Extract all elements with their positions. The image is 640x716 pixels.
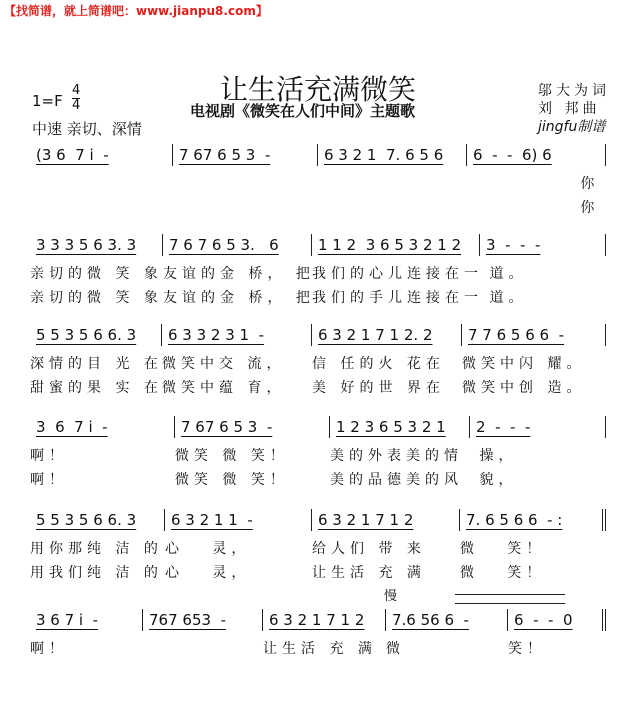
lyric-segment: 微笑中闪 耀。 xyxy=(462,356,586,372)
measure: 3 6 7 i - xyxy=(30,609,143,631)
lyric-line-2 xyxy=(30,196,606,220)
lyric-segment xyxy=(318,172,467,196)
measure: 6 3 3 2 3 1 - xyxy=(162,324,312,346)
notes-row xyxy=(30,509,606,531)
lyric-segment: 道。 xyxy=(480,266,528,282)
lyric-segment xyxy=(173,172,318,196)
system-6 xyxy=(30,609,606,661)
lyric-segment: 微笑 微 笑！ xyxy=(175,472,289,488)
measure: 6 - - 0 xyxy=(508,609,606,631)
measure: 7 67 6 5 3 - xyxy=(173,144,318,166)
lyric-line-1 xyxy=(30,172,606,196)
measure: 5 5 3 5 6 6. 3 xyxy=(30,324,162,346)
expression-slow: 慢 xyxy=(384,589,398,604)
measure: 6 3 2 1 7 1 2 xyxy=(263,609,386,631)
lyric-segment: 操， xyxy=(470,448,518,464)
measure: 3 3 3 5 6 3. 3 xyxy=(30,234,163,256)
lyric-segment: 心 灵， xyxy=(165,565,251,581)
measure: 1 1 2 3 6 5 3 2 1 2 xyxy=(312,234,480,256)
lyric-segment: 深情的目 光 在 xyxy=(30,356,163,372)
measure: 3 6 7 i - xyxy=(30,416,175,438)
measure: 6 3 2 1 7 1 2. 2 xyxy=(312,324,462,346)
lyric-segment: 微笑中交 流， xyxy=(162,356,286,372)
measure: 5 5 3 5 6 6. 3 xyxy=(30,509,165,531)
measure: 3 - - - xyxy=(480,234,606,256)
time-signature xyxy=(72,84,80,113)
lyric-segment: 微笑 微 笑！ xyxy=(175,448,289,464)
lyric-segment: 信 任的火 花在 xyxy=(312,356,445,372)
lyric-segment: 心 灵， xyxy=(165,541,251,557)
measure: 7.6 56 6 - xyxy=(386,609,508,631)
lyric-segment xyxy=(143,637,263,661)
lyric-segment: 你 xyxy=(467,176,600,192)
lyric-segment: 啊！ xyxy=(30,641,68,657)
lyric-segment: 微 笑！ xyxy=(460,541,546,557)
lyric-segment: 啊！ xyxy=(30,448,68,464)
lyric-line-2 xyxy=(30,468,606,492)
system-4 xyxy=(30,416,606,492)
lyric-segment: 美 好的世 界在 xyxy=(312,380,445,396)
lyric-line-2 xyxy=(30,376,606,400)
notes-row xyxy=(30,324,606,346)
lyric-segment: 亲切的微 笑 象 xyxy=(30,290,163,306)
song-title: 让生活充满微笑 xyxy=(220,73,417,106)
measure: 767 653 - xyxy=(143,609,263,631)
lyric-line-1 xyxy=(30,262,606,286)
lyric-segment: 用你那纯 洁 的 xyxy=(30,541,163,557)
notes-row xyxy=(30,609,606,631)
lyric-segment: 我们的手儿连接在一 xyxy=(312,290,483,306)
tempo-marking: 中速 亲切、深情 xyxy=(32,120,142,138)
notes-row xyxy=(30,234,606,256)
lyric-segment: 微 xyxy=(386,641,434,657)
measure: 7. 6 5 6 6 - : xyxy=(460,509,606,531)
lyric-segment: 貌， xyxy=(470,472,518,488)
key-signature: 1=F xyxy=(32,92,63,110)
lyricist: 邬大为词 xyxy=(538,83,610,99)
time-top: 4 xyxy=(72,83,81,98)
lyric-line-1 xyxy=(30,444,606,468)
composer: 刘 邦曲 xyxy=(538,101,601,117)
notes-row xyxy=(30,416,606,438)
measure: 7 67 6 5 3 - xyxy=(175,416,330,438)
measure: 6 3 2 1 7. 6 5 6 xyxy=(318,144,467,166)
lyric-line-2 xyxy=(30,561,606,585)
lyric-segment: 微笑中创 造。 xyxy=(462,380,586,396)
measure: 6 3 2 1 7 1 2 xyxy=(312,509,460,531)
lyric-segment xyxy=(30,196,173,220)
system-5 xyxy=(30,509,606,585)
system-2 xyxy=(30,234,606,310)
system-3 xyxy=(30,324,606,400)
lyric-segment: 亲切的微 笑 象 xyxy=(30,266,163,282)
measure: 6 3 2 1 1 - xyxy=(165,509,312,531)
lyric-segment: 让生活 充 满 xyxy=(312,565,426,581)
lyric-segment: 我们的心儿连接在一 xyxy=(312,266,483,282)
measure: (3 6 7 i - xyxy=(30,144,173,166)
lyric-segment: 给人们 带 来 xyxy=(312,541,426,557)
lyric-segment: 微笑中蕴 育， xyxy=(162,380,286,396)
lyric-segment: 甜蜜的果 实 在 xyxy=(30,380,163,396)
watermark: 【找简谱，就上简谱吧：www.jianpu8.com】 xyxy=(4,4,268,18)
lyric-segment: 微 笑！ xyxy=(460,565,546,581)
lyric-line-1 xyxy=(30,637,606,661)
lyric-segment: 美的外表美的情 xyxy=(330,448,463,464)
lyric-segment: 让生活 充 满 xyxy=(263,641,377,657)
lyric-segment: 美的品德美的风 xyxy=(330,472,463,488)
lyric-segment: 啊！ xyxy=(30,472,68,488)
system-1 xyxy=(30,144,606,220)
song-subtitle: 电视剧《微笑在人们中间》主题歌 xyxy=(190,102,416,120)
lyric-segment: 用我们纯 洁 的 xyxy=(30,565,163,581)
notes-row xyxy=(30,144,606,166)
lyric-line-1 xyxy=(30,352,606,376)
lyric-segment xyxy=(318,196,467,220)
lyric-line-1 xyxy=(30,537,606,561)
measure: 7 7 6 5 6 6 - xyxy=(462,324,606,346)
measure: 7 6 7 6 5 3. 6 xyxy=(163,234,312,256)
measure: 2 - - - xyxy=(470,416,606,438)
lyric-line-2 xyxy=(30,286,606,310)
lyric-segment: 友谊的金 桥， 把 xyxy=(163,290,315,306)
measure: 1 2 3 6 5 3 2 1 xyxy=(330,416,470,438)
arranger: jingfu制谱 xyxy=(538,119,606,135)
lyric-segment: 笑！ xyxy=(508,641,546,657)
decrescendo-mark xyxy=(455,594,565,604)
lyric-segment: 道。 xyxy=(480,290,528,306)
lyric-segment: 友谊的金 桥， 把 xyxy=(163,266,315,282)
measure: 6 - - 6) 6 xyxy=(467,144,606,166)
lyric-segment xyxy=(173,196,318,220)
time-bottom: 4 xyxy=(72,98,81,113)
lyric-segment xyxy=(30,172,173,196)
lyric-segment: 你 xyxy=(467,200,600,216)
